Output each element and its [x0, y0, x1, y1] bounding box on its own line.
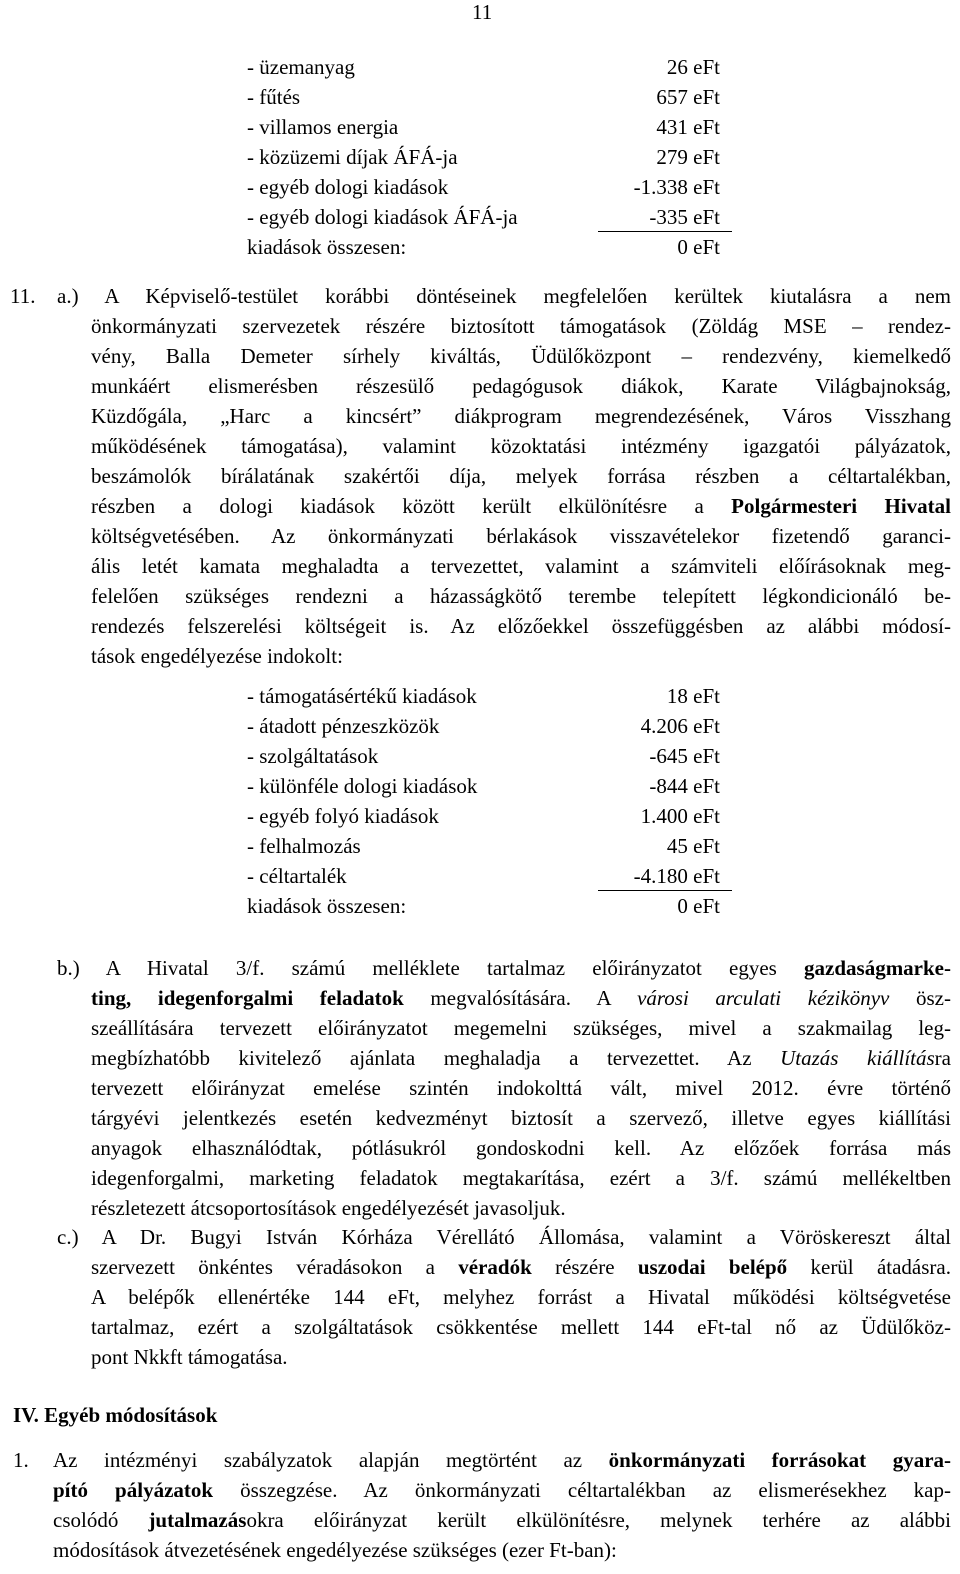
table-row-total	[0, 891, 960, 921]
row-amount: -335 eFt	[649, 205, 720, 229]
page-number: 11	[472, 0, 493, 24]
bold-term: ting, idegenforgalmi feladatok	[91, 986, 404, 1010]
row-label: - szolgáltatások	[247, 744, 379, 768]
row-label: kiadások összesen:	[247, 894, 407, 918]
table-row	[0, 52, 960, 82]
bold-term: gazdaságmarke-	[804, 956, 951, 980]
bold-term: uszodai belépő	[637, 1255, 788, 1279]
row-amount: 657 eFt	[656, 85, 720, 109]
section-11a-paragraph	[91, 311, 951, 671]
italic-term: Utazás kiállítás	[780, 1046, 935, 1070]
row-amount: 0 eFt	[677, 235, 720, 259]
line-text: megvalósítására. A	[403, 986, 638, 1010]
paragraph-c-first	[57, 1222, 951, 1252]
bold-term: önkormányzati forrásokat gyara-	[608, 1448, 952, 1472]
row-label: - felhalmozás	[247, 834, 361, 858]
line-text: összegzése. Az önkormányzati céltartalékban az elismerésekhez kap-	[213, 1478, 951, 1502]
table-row	[0, 681, 960, 711]
row-amount: -645 eFt	[649, 744, 720, 768]
paragraph-line: felelően szükséges rendezni a házasságkötő terembe telepített légkondicionáló be-	[91, 584, 951, 608]
row-amount: 18 eFt	[666, 684, 720, 708]
item-number-1: 1.	[13, 1448, 29, 1472]
paragraph-line: költségvetésében. Az önkormányzati bérlakások visszavételekor fizetendő garanci-	[91, 524, 951, 548]
paragraph-line	[91, 1043, 951, 1073]
line-text: ösz-	[889, 986, 951, 1010]
paragraph-line: pont Nkkft támogatása.	[91, 1345, 288, 1369]
paragraph-line: vény, Balla Demeter sírhely kiváltás, Üdülőközpont – rendezvény, kiemelkedő	[91, 344, 951, 368]
paragraph-c	[91, 1252, 951, 1372]
paragraph-line: beszámolók bírálatának szakértői díja, melyek forrása részben a céltartalékban,	[91, 464, 951, 488]
bold-term: jutalmazás	[148, 1508, 247, 1532]
bold-term: Polgármesteri Hivatal	[731, 494, 951, 518]
line-text: b.) A Hivatal 3/f. számú melléklete tartalmaz előirányzatot egyes	[57, 956, 805, 980]
table-row	[0, 861, 960, 891]
row-label: - villamos energia	[247, 115, 399, 139]
paragraph-b	[91, 983, 951, 1223]
row-label: - üzemanyag	[247, 55, 355, 79]
paragraph-line	[91, 983, 951, 1013]
section-heading: IV. Egyéb módosítások	[13, 1403, 218, 1427]
row-label: - egyéb folyó kiadások	[247, 804, 439, 828]
line-text: kerül átadásra.	[787, 1255, 951, 1279]
paragraph-line	[53, 1475, 951, 1505]
row-label: - átadott pénzeszközök	[247, 714, 440, 738]
paragraph-line: a.) A Képviselő-testület korábbi döntéseinek megfelelően kerültek kiutalásra a nem	[57, 284, 951, 308]
paragraph-line: munkáért elismerésben részesülő pedagógusok diákok, Karate Világbajnokság,	[91, 374, 951, 398]
table-row	[0, 172, 960, 202]
table-row	[0, 112, 960, 142]
paragraph-line: szeállítására tervezett előirányzatot megemelni szükséges, mivel a szakmailag leg-	[91, 1016, 951, 1040]
line-text: részére	[531, 1255, 638, 1279]
bold-term: pító pályázatok	[53, 1478, 214, 1502]
table-row	[0, 771, 960, 801]
paragraph-line: idegenforgalmi, marketing feladatok megtakarítása, ezért a 3/f. számú mellékeltben	[91, 1166, 951, 1190]
row-amount: 1.400 eFt	[640, 804, 720, 828]
paragraph-line: tárgyévi jelentkezés esetén kedvezményt biztosít a szervező, illetve egyes kiállítási	[91, 1106, 951, 1130]
row-amount: -4.180 eFt	[633, 864, 720, 888]
paragraph-line: A belépők ellenértéke 144 eFt, melyhez forrást a Hivatal működési költségvetése	[91, 1285, 951, 1309]
table-row-total	[0, 232, 960, 262]
paragraph-b-first	[57, 953, 951, 983]
italic-term: városi arculati kézikönyv	[637, 986, 890, 1010]
row-label: - egyéb dologi kiadások ÁFÁ-ja	[247, 205, 518, 229]
paragraph-line	[53, 1445, 951, 1475]
line-text: ra	[934, 1046, 951, 1070]
paragraph-line: tartalmaz, ezért a szolgáltatások csökkentése mellett 144 eFt-tal nő az Üdülőköz-	[91, 1315, 951, 1339]
table-row	[0, 741, 960, 771]
line-text: szervezett önkéntes véradásokon a	[91, 1255, 459, 1279]
paragraph-line: módosítások átvezetésének engedélyezése szükséges (ezer Ft-ban):	[53, 1538, 617, 1562]
section-11-paragraph	[57, 281, 951, 311]
row-amount: 45 eFt	[666, 834, 720, 858]
paragraph-line: Küzdőgála, „Harc a kincsért” diákprogram megrendezésének, Város Visszhang	[91, 404, 951, 428]
row-label: - támogatásértékű kiadások	[247, 684, 477, 708]
row-label: - céltartalék	[247, 864, 347, 888]
item-1-paragraph	[53, 1445, 951, 1565]
row-amount: -844 eFt	[649, 774, 720, 798]
paragraph-line	[91, 491, 951, 521]
table-row	[0, 142, 960, 172]
expense-table-2	[0, 681, 960, 921]
row-amount: 0 eFt	[677, 894, 720, 918]
row-label: - közüzemi díjak ÁFÁ-ja	[247, 145, 458, 169]
paragraph-line: részletezett átcsoportosítások engedélyezését javasoljuk.	[91, 1196, 566, 1220]
section-number-11: 11.	[10, 284, 36, 308]
paragraph-line	[53, 1505, 951, 1535]
row-amount: -1.338 eFt	[633, 175, 720, 199]
row-amount: 4.206 eFt	[640, 714, 720, 738]
bold-term: véradók	[458, 1255, 532, 1279]
row-amount: 431 eFt	[656, 115, 720, 139]
expense-table-1	[0, 52, 960, 262]
paragraph-line: önkormányzati szervezetek részére biztosított támogatások (Zöldág MSE – rendez-	[91, 314, 951, 338]
line-text: okra előirányzat került elkülönítésre, melynek terhére az alábbi	[246, 1508, 952, 1532]
paragraph-line: anyagok elhasználódtak, pótlásukról gondoskodni kell. Az előzőek forrása más	[91, 1136, 951, 1160]
line-text: csolódó	[53, 1508, 149, 1532]
row-amount: 26 eFt	[666, 55, 720, 79]
table-row	[0, 801, 960, 831]
row-amount: 279 eFt	[656, 145, 720, 169]
line-text: részben a dologi kiadások között került elkülönítésre a	[91, 494, 732, 518]
paragraph-line	[57, 953, 951, 983]
paragraph-line: működésének támogatása), valamint közoktatási intézmény igazgatói pályázatok,	[91, 434, 951, 458]
table-row	[0, 831, 960, 861]
row-label: - fűtés	[247, 85, 301, 109]
paragraph-line: tervezett előirányzat emelése szintén indokolttá vált, mivel 2012. évre történő	[91, 1076, 951, 1100]
row-label: - különféle dologi kiadások	[247, 774, 478, 798]
line-text: megbízhatóbb kivitelező ajánlata meghaladja a tervezettet. Az	[91, 1046, 781, 1070]
paragraph-line: ális letét kamata meghaladta a tervezettet, valamint a számviteli előírásoknak meg-	[91, 554, 951, 578]
table-row	[0, 711, 960, 741]
line-text: Az intézményi szabályzatok alapján megtörtént az	[53, 1448, 609, 1472]
table-row	[0, 202, 960, 232]
paragraph-line: rendezés felszerelési költségeit is. Az előzőekkel összefüggésben az alábbi módosí-	[91, 614, 951, 638]
paragraph-line	[91, 1252, 951, 1282]
row-label: - egyéb dologi kiadások	[247, 175, 449, 199]
paragraph-line: tások engedélyezése indokolt:	[91, 644, 343, 668]
table-row	[0, 82, 960, 112]
paragraph-line: c.) A Dr. Bugyi István Kórháza Vérellátó Állomása, valamint a Vöröskereszt által	[57, 1225, 951, 1249]
row-label: kiadások összesen:	[247, 235, 407, 259]
